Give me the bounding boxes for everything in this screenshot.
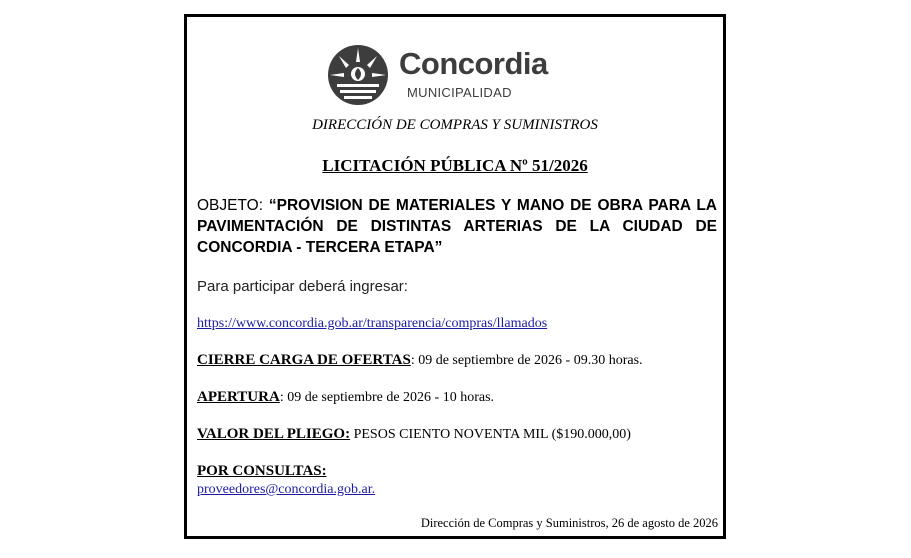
consultas-label: POR CONSULTAS: <box>197 463 327 479</box>
logo-subtitle: MUNICIPALIDAD <box>407 85 512 100</box>
valor-row <box>197 426 631 443</box>
apertura-sep: : <box>279 390 288 405</box>
cierre-row <box>197 352 643 369</box>
concordia-logo <box>327 44 577 106</box>
objeto-value: “PROVISION DE MATERIALES Y MANO DE OBRA PARA LA PAVIMENTACIÓN DE DISTINTAS ARTERIAS DE LA CIUDAD DE CONCORDIA - TERCERA ETAPA” <box>197 197 718 256</box>
contact-email-link[interactable]: proveedores@concordia.gob.ar. <box>197 482 376 497</box>
department-heading: DIRECCIÓN DE COMPRAS Y SUMINISTROS <box>312 117 598 133</box>
apertura-row <box>197 389 494 406</box>
consultas-row <box>197 463 327 480</box>
municipal-emblem-icon <box>327 44 389 106</box>
objeto-label: OBJETO: <box>197 197 269 214</box>
valor-label: VALOR DEL PLIEGO: <box>197 426 351 442</box>
apertura-value: 09 de septiembre de 2026 - 10 horas. <box>287 390 495 405</box>
cierre-sep: : <box>410 353 419 368</box>
apertura-label: APERTURA <box>197 389 280 405</box>
participate-text: Para participar deberá ingresar: <box>197 278 408 295</box>
tender-title: LICITACIÓN PÚBLICA Nº 51/2026 <box>322 156 588 175</box>
tender-link[interactable]: https://www.concordia.gob.ar/transparencia/compras/llamados <box>197 316 548 331</box>
logo-wordmark: Concordia <box>399 46 548 81</box>
valor-value: PESOS CIENTO NOVENTA MIL ($190.000,00) <box>353 427 631 442</box>
footer-signature: Dirección de Compras y Suministros, 26 de agosto de 2026 <box>420 516 718 530</box>
cierre-label: CIERRE CARGA DE OFERTAS <box>197 352 411 368</box>
objeto-paragraph <box>197 195 717 258</box>
cierre-value: 09 de septiembre de 2026 - 09.30 horas. <box>418 353 643 368</box>
